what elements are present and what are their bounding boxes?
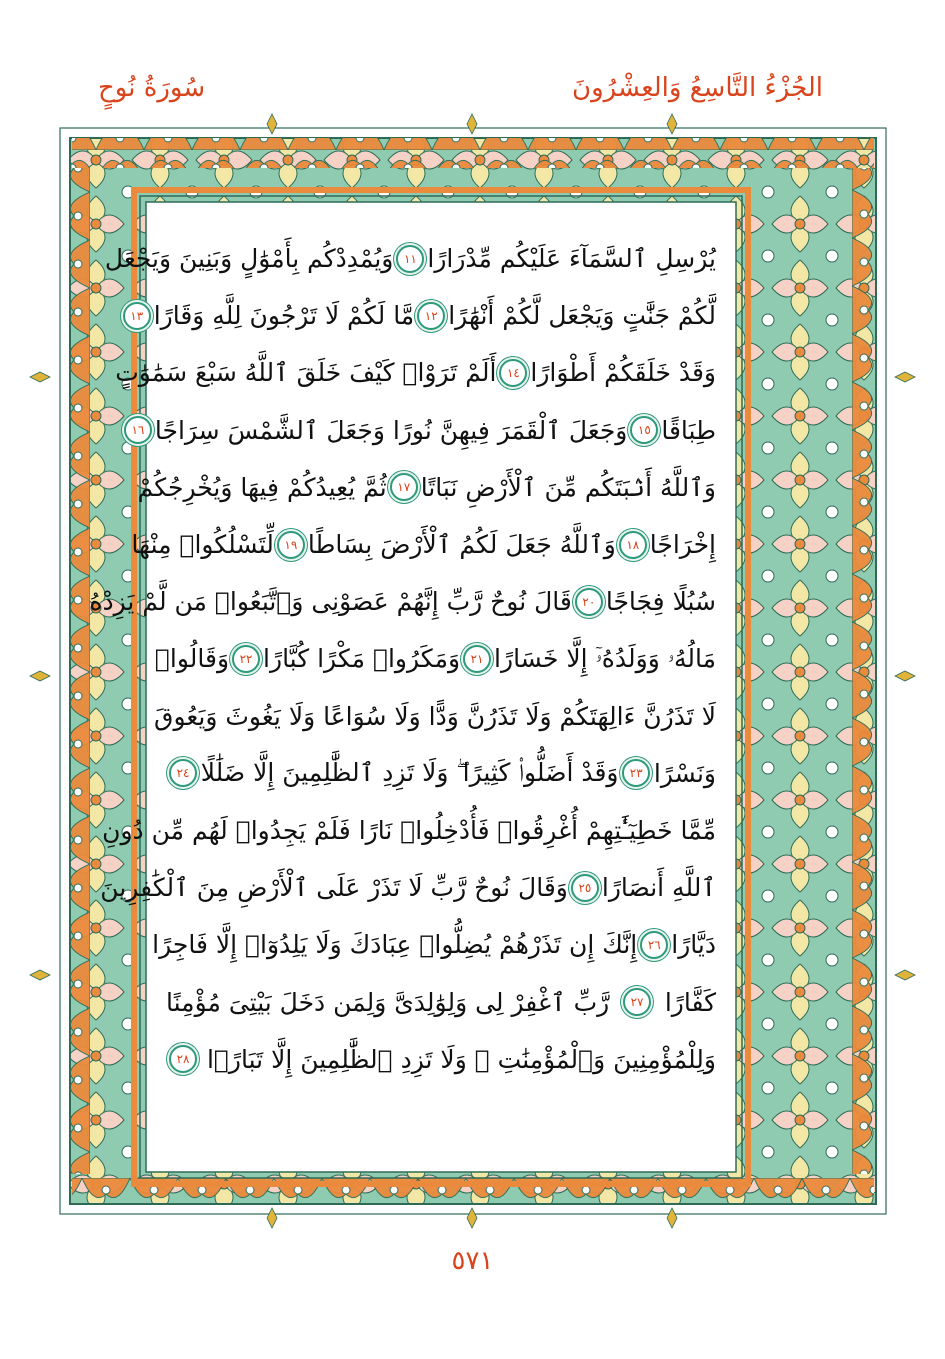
ayah-number-marker: ١٩ <box>277 531 305 559</box>
verse-line <box>104 230 716 287</box>
verse-text: مَالُهُۥ وَوَلَدُهُۥٓ إِلَّا خَسَارًا <box>494 643 716 673</box>
ayah-number-marker: ٢٢ <box>232 645 260 673</box>
verse-line <box>102 802 716 859</box>
ayah-number-marker: ١٤ <box>499 359 527 387</box>
verse-text: ثُمَّ يُعِيدُكُمْ فِيهَا وَيُخْرِجُكُمْ <box>137 472 387 502</box>
ayah-number-marker: ١٢ <box>417 302 445 330</box>
ayah-number-marker: ٢١ <box>463 645 491 673</box>
verse-line <box>154 630 716 687</box>
verse-text: يُرْسِلِ ٱلسَّمَآءَ عَلَيْكُم مِّدْرَارًا <box>427 244 716 274</box>
verse-line <box>154 688 716 745</box>
verse-line <box>152 916 716 973</box>
ayah-number-marker: ٢٨ <box>169 1045 197 1073</box>
verse-line <box>100 859 716 916</box>
verse-line <box>166 1031 716 1088</box>
verse-text: لَا تَذَرُنَّ ءَالِهَتَكُمْ وَلَا تَذَرُنَّ وَدًّا وَلَا سُوَاعًا وَلَا يَغُوثَ وَيَعُوقَ <box>154 701 716 731</box>
verse-text: ٱللَّهِ أَنصَارًا <box>601 873 716 903</box>
verse-text: لِّتَسْلُكُوا۟ مِنْهَا <box>131 530 274 560</box>
verse-text: مِّمَّا خَطِيٓـَٰٔتِهِمْ أُغْرِقُوا۟ فَأُدْخِلُوا۟ نَارًا فَلَمْ يَجِدُوا۟ لَهُم مِّن دُونِ <box>102 815 716 845</box>
verse-text: قَالَ نُوحٌ رَّبِّ إِنَّهُمْ عَصَوْنِى وَٱتَّبَعُوا۟ مَن لَّمْ يَزِدْهُ <box>89 587 572 617</box>
verse-line <box>166 745 716 802</box>
ayah-number-marker: ١٨ <box>619 531 647 559</box>
verse-text: أَلَمْ تَرَوْا۟ كَيْفَ خَلَقَ ٱللَّهُ سَبْعَ سَمَٰوَٰتٍ <box>115 358 497 388</box>
ayah-number-marker: ١٥ <box>630 416 658 444</box>
ayah-number-marker: ٢٤ <box>169 759 197 787</box>
verse-line <box>131 402 716 459</box>
ayah-number-marker: ١٣ <box>123 302 151 330</box>
ayah-number-marker: ١٧ <box>390 473 418 501</box>
juz-name-header: الجُزْءُ التَّاسِعُ وَالعِشْرُونَ <box>572 73 823 103</box>
verse-text: سُبُلًا فِجَاجًا <box>605 587 716 617</box>
verse-text: وَٱللَّهُ أَنۢبَتَكُم مِّنَ ٱلْأَرْضِ نَبَاتًا <box>420 472 716 502</box>
ayah-number-marker: ٢٧ <box>623 988 651 1016</box>
verse-text: مَّا لَكُمْ لَا تَرْجُونَ لِلَّهِ وَقَارًا <box>153 301 415 331</box>
verse-text: لَّكُمْ جَنَّٰتٍ وَيَجْعَل لَّكُمْ أَنْهَٰرًا <box>448 301 716 331</box>
verse-text: وَقَدْ أَضَلُّوا۟ كَثِيرًا ۖ وَلَا تَزِدِ ٱلظَّٰلِمِينَ إِلَّا ضَلَٰلًا <box>200 758 619 788</box>
ayah-number-marker: ١١ <box>396 245 424 273</box>
verse-text: دَيَّارًا <box>671 930 716 960</box>
verse-text: وَمَكَرُوا۟ مَكْرًا كُبَّارًا <box>263 644 461 674</box>
verse-lines <box>89 230 716 1088</box>
verse-text: إِخْرَاجًا <box>649 530 716 560</box>
verse-text: طِبَاقًا <box>661 415 716 445</box>
verse-text: وَقَدْ خَلَقَكُمْ أَطْوَارًا <box>530 358 716 388</box>
ayah-number-marker: ٢٥ <box>571 874 599 902</box>
ayah-number-marker: ٢٣ <box>622 759 650 787</box>
verse-text: رَّبِّ ٱغْفِرْ لِى وَلِوَٰلِدَىَّ وَلِمَن دَخَلَ بَيْتِىَ مُؤْمِنًا <box>166 987 610 1017</box>
verse-text: وَنَسْرًا <box>653 758 716 788</box>
verse-text: إِنَّكَ إِن تَذَرْهُمْ يُضِلُّوا۟ عِبَادَكَ وَلَا يَلِدُوٓا۟ إِلَّا فَاجِرًا <box>152 930 638 960</box>
verse-text: وَقَالُوا۟ <box>154 644 230 674</box>
page-number: ٥٧١ <box>451 1246 494 1276</box>
quran-text-panel <box>89 208 730 1166</box>
verse-line <box>89 573 716 630</box>
verse-text: وَجَعَلَ ٱلْقَمَرَ فِيهِنَّ نُورًا وَجَعَلَ ٱلشَّمْسَ سِرَاجًا <box>154 415 628 445</box>
surah-name-header: سُورَةُ نُوحٍ <box>98 73 206 103</box>
ayah-number-marker: ٢٠ <box>575 588 603 616</box>
verse-line <box>131 516 716 573</box>
ayah-number-marker: ١٦ <box>124 416 152 444</box>
verse-text: وَٱللَّهُ جَعَلَ لَكُمُ ٱلْأَرْضَ بِسَاطًا <box>307 530 616 560</box>
verse-line <box>166 973 716 1030</box>
verse-line <box>115 344 716 401</box>
verse-text: وَيُمْدِدْكُم بِأَمْوَٰلٍ وَبَنِينَ وَيَجْعَل <box>104 244 394 274</box>
verse-line <box>137 459 716 516</box>
ayah-number-marker: ٢٦ <box>640 931 668 959</box>
verse-text: كَفَّارًا <box>664 987 716 1017</box>
verse-text: وَلِلْمُؤْمِنِينَ وَٱلْمُؤْمِنَٰتِ ۖ وَلَا تَزِدِ ٱلظَّٰلِمِينَ إِلَّا تَبَارًۢا <box>206 1044 716 1074</box>
verse-text: وَقَالَ نُوحٌ رَّبِّ لَا تَذَرْ عَلَى ٱلْأَرْضِ مِنَ ٱلْكَٰفِرِينَ <box>100 873 568 903</box>
verse-line <box>130 287 716 344</box>
